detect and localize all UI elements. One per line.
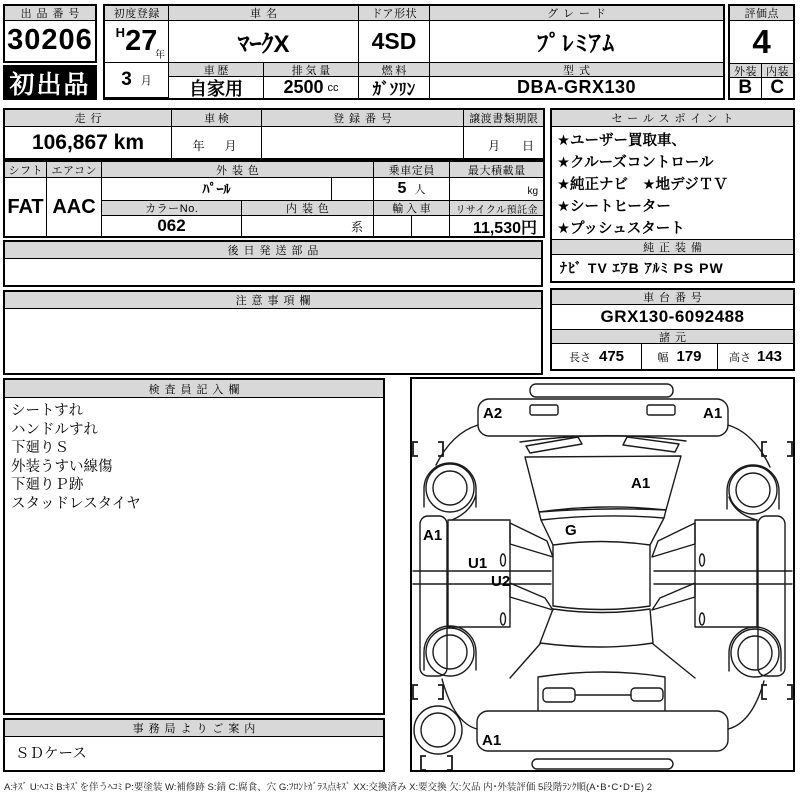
rear-left-wheel-inner	[433, 635, 467, 669]
inspector-note: 外装うすい線傷	[11, 458, 113, 475]
sales-point-item: ★クルーズコントロール	[557, 155, 714, 171]
exterior-color-value: ﾊﾟｰﾙ	[102, 178, 332, 201]
c-pillar-lines	[510, 644, 695, 678]
interior-color-value: 系	[242, 216, 374, 236]
damage-label-hood: A1	[631, 475, 651, 492]
interior-rating-header: 内装	[762, 64, 794, 78]
capacity-value	[374, 178, 450, 201]
exterior-color-header: 外装色	[102, 162, 374, 178]
damage-label-front-left: A2	[483, 405, 503, 422]
first-registration-year	[105, 21, 169, 63]
rear-right-wheel-inner	[738, 636, 772, 670]
plate-value	[262, 127, 464, 158]
mileage-value: 106,867 km	[5, 127, 172, 158]
aircon-value: AAC	[47, 178, 102, 236]
chassis-number: GRX130-6092488	[552, 305, 793, 330]
width-cell	[642, 344, 718, 369]
capacity-number: 5	[397, 180, 407, 197]
max-load-value: kg	[450, 178, 543, 201]
color-row	[3, 160, 545, 238]
model-code: DBA-GRX130	[516, 77, 637, 97]
damage-label-door-rear: U2	[491, 573, 511, 590]
cautions-header: 注意事項欄	[5, 292, 541, 309]
history-value: 自家用	[169, 77, 264, 98]
length-value: 475	[598, 348, 625, 365]
width-value: 179	[676, 348, 702, 365]
rear-lower-strip	[532, 759, 673, 769]
equipment-header: 純正装備	[552, 239, 793, 255]
later-parts-header: 後日発送部品	[5, 242, 541, 259]
transfer-deadline-value: 月 日	[487, 139, 539, 153]
sales-point-item: ★純正ナビ ★地デジＴＶ	[557, 177, 728, 193]
right-door-panel	[695, 520, 757, 627]
dimensions-header: 諸元	[552, 330, 793, 344]
mileage-row	[3, 108, 545, 160]
left-rear-door-handle	[501, 613, 506, 625]
office-header: 事務局よりご案内	[5, 720, 383, 737]
rating-header: 評価点	[730, 6, 793, 21]
capacity-unit: 人	[414, 184, 426, 196]
first-registration-month	[105, 63, 169, 98]
plate-header: 登録番号	[262, 110, 464, 127]
displacement-value	[264, 77, 359, 98]
length-label: 長さ	[568, 351, 591, 364]
left-front-window	[510, 523, 553, 557]
vehicle-info-table	[103, 4, 725, 100]
interior-color-header: 内装色	[242, 201, 374, 216]
mileage-header: 走行	[5, 110, 172, 127]
front-fender-curves	[436, 425, 770, 467]
legend-line: A:ｷｽﾞ U:ﾍｺﾐ B:ｷｽﾞを伴うﾍｺﾐ P:要塗装 W:補修跡 S:錆 C:腐食、穴 G:ﾌﾛﾝﾄｶﾞﾗｽ点ｷｽﾞ XX:交換済み X:要交換 欠:欠品 内･外装評価 5段階ﾗﾝｸ順(A･B･C･D･E) 2	[4, 782, 652, 793]
office-section	[3, 718, 385, 772]
front-plate-right	[647, 405, 675, 415]
sales-point-item: ★ユーザー買取車、	[557, 133, 686, 149]
cowl-band	[539, 509, 666, 520]
recycle-header: リサイクル預託金	[450, 201, 543, 216]
displacement-number: 2500	[283, 77, 324, 97]
height-cell	[718, 344, 793, 369]
inspector-note: ハンドルすれ	[11, 421, 98, 438]
cautions-section	[3, 290, 543, 375]
later-parts-content	[5, 259, 541, 285]
registration-month: 3	[121, 69, 132, 90]
height-value: 143	[756, 348, 783, 365]
dimensions-row	[552, 344, 793, 369]
damage-label-windshield: G	[565, 522, 577, 539]
max-load-header: 最大積載量	[450, 162, 543, 178]
car-name: ﾏｰｸX	[169, 21, 359, 63]
roof-panel	[553, 542, 650, 610]
grade-header: グレード	[430, 6, 723, 21]
exterior-rating-header: 外装	[730, 64, 762, 78]
door-divider-band	[413, 571, 792, 584]
front-right-wheel-inner	[736, 473, 770, 507]
sales-points-list	[552, 127, 793, 239]
height-label: 高さ	[728, 351, 751, 364]
first-registration-header: 初度登録	[105, 6, 169, 21]
front-left-wheel-inner	[433, 471, 467, 505]
month-unit: 月	[140, 75, 152, 87]
color-no-header: カラーNo.	[102, 201, 242, 216]
fuel-header: 燃料	[359, 63, 430, 77]
shift-value: FAT	[5, 178, 47, 236]
front-left-arch	[424, 463, 476, 507]
damage-label-rear-bumper: A1	[482, 732, 502, 749]
front-grille-strip	[530, 384, 673, 397]
displacement-header: 排気量	[264, 63, 359, 77]
first-listing-badge: 初出品	[3, 65, 97, 100]
inspector-note: 下廻りＳ	[11, 440, 69, 456]
car-outline-svg	[412, 379, 793, 770]
rear-left-arch	[424, 626, 476, 670]
rear-glass	[540, 609, 653, 647]
left-rear-window	[510, 583, 553, 610]
damage-label-door-front: U1	[468, 555, 488, 572]
registration-year: 27	[125, 25, 158, 57]
inspector-header: 検査員記入欄	[5, 380, 383, 398]
right-front-door-handle	[700, 554, 705, 566]
chassis-header: 車台番号	[552, 290, 793, 305]
rating-score: 4	[730, 21, 793, 64]
capacity-header: 乗車定員	[374, 162, 450, 178]
rating-section	[728, 4, 795, 100]
car-name-header: 車名	[169, 6, 359, 21]
right-rear-door-handle	[700, 613, 705, 625]
length-cell	[552, 344, 642, 369]
aircon-header: エアコン	[47, 162, 102, 178]
grade-value: ﾌﾟﾚﾐｱﾑ	[430, 21, 723, 63]
interior-rating: C	[770, 78, 785, 98]
exterior-rating: B	[730, 78, 762, 98]
chassis-section	[550, 288, 795, 371]
later-parts-section	[3, 240, 543, 287]
hood-panel	[525, 456, 681, 512]
damage-diagram	[410, 377, 795, 772]
right-rear-window	[652, 583, 695, 610]
import-car-cell-left	[374, 216, 412, 236]
door-shape: 4SD	[359, 21, 430, 63]
lot-number: 30206	[7, 24, 93, 56]
sales-points-header: セールスポイント	[552, 110, 793, 127]
transfer-deadline-header: 譲渡書類期限	[464, 110, 543, 127]
recycle-value: 11,530円	[472, 219, 537, 236]
width-label: 幅	[657, 351, 669, 364]
left-front-door-handle	[501, 554, 506, 566]
front-plate-left	[530, 405, 558, 415]
inspector-note: シートすれ	[11, 403, 84, 419]
shaken-header: 車検	[172, 110, 262, 127]
sales-point-item: ★シートヒーター	[557, 199, 671, 215]
inspector-note: スタッドレスタイヤ	[11, 495, 141, 512]
import-car-cell-right	[412, 216, 450, 236]
inspector-section	[3, 378, 385, 715]
model-header: 型式	[430, 63, 723, 77]
door-shape-header: ドア形状	[359, 6, 430, 21]
damage-label-left-rocker: A1	[423, 527, 443, 544]
exterior-color-subcell	[332, 178, 374, 201]
shift-header: シフト	[5, 162, 47, 178]
year-unit: 年	[155, 50, 165, 61]
front-right-arch	[727, 465, 779, 509]
history-header: 車歴	[169, 63, 264, 77]
era-letter: H	[115, 25, 126, 40]
front-bumper	[478, 399, 728, 436]
lot-number-header: 出品番号	[5, 6, 95, 21]
shaken-value: 年 月	[172, 127, 262, 158]
color-no-value: 062	[102, 216, 242, 236]
import-car-header: 輸入車	[374, 201, 450, 216]
cautions-content	[5, 309, 541, 373]
inspector-notes	[5, 398, 383, 513]
damage-label-front-right: A1	[703, 405, 723, 422]
sales-points-section	[550, 108, 795, 283]
office-notice: ＳＤケース	[15, 746, 87, 762]
fuel-value: ｶﾞｿﾘﾝ	[359, 77, 430, 98]
tail-lamp-left	[543, 688, 575, 702]
rear-right-arch	[729, 627, 781, 671]
inspector-note: 下廻りＰ跡	[11, 477, 84, 493]
lot-section	[3, 4, 97, 100]
tail-lamp-right	[631, 688, 663, 701]
sales-point-item: ★プッシュスタート	[557, 221, 685, 237]
rear-bumper	[477, 711, 728, 751]
displacement-unit: cc	[327, 81, 339, 94]
equipment-value: ﾅﾋﾞ TV ｴｱB ｱﾙﾐ PS PW	[560, 259, 724, 276]
spare-tire-inner	[421, 713, 455, 747]
